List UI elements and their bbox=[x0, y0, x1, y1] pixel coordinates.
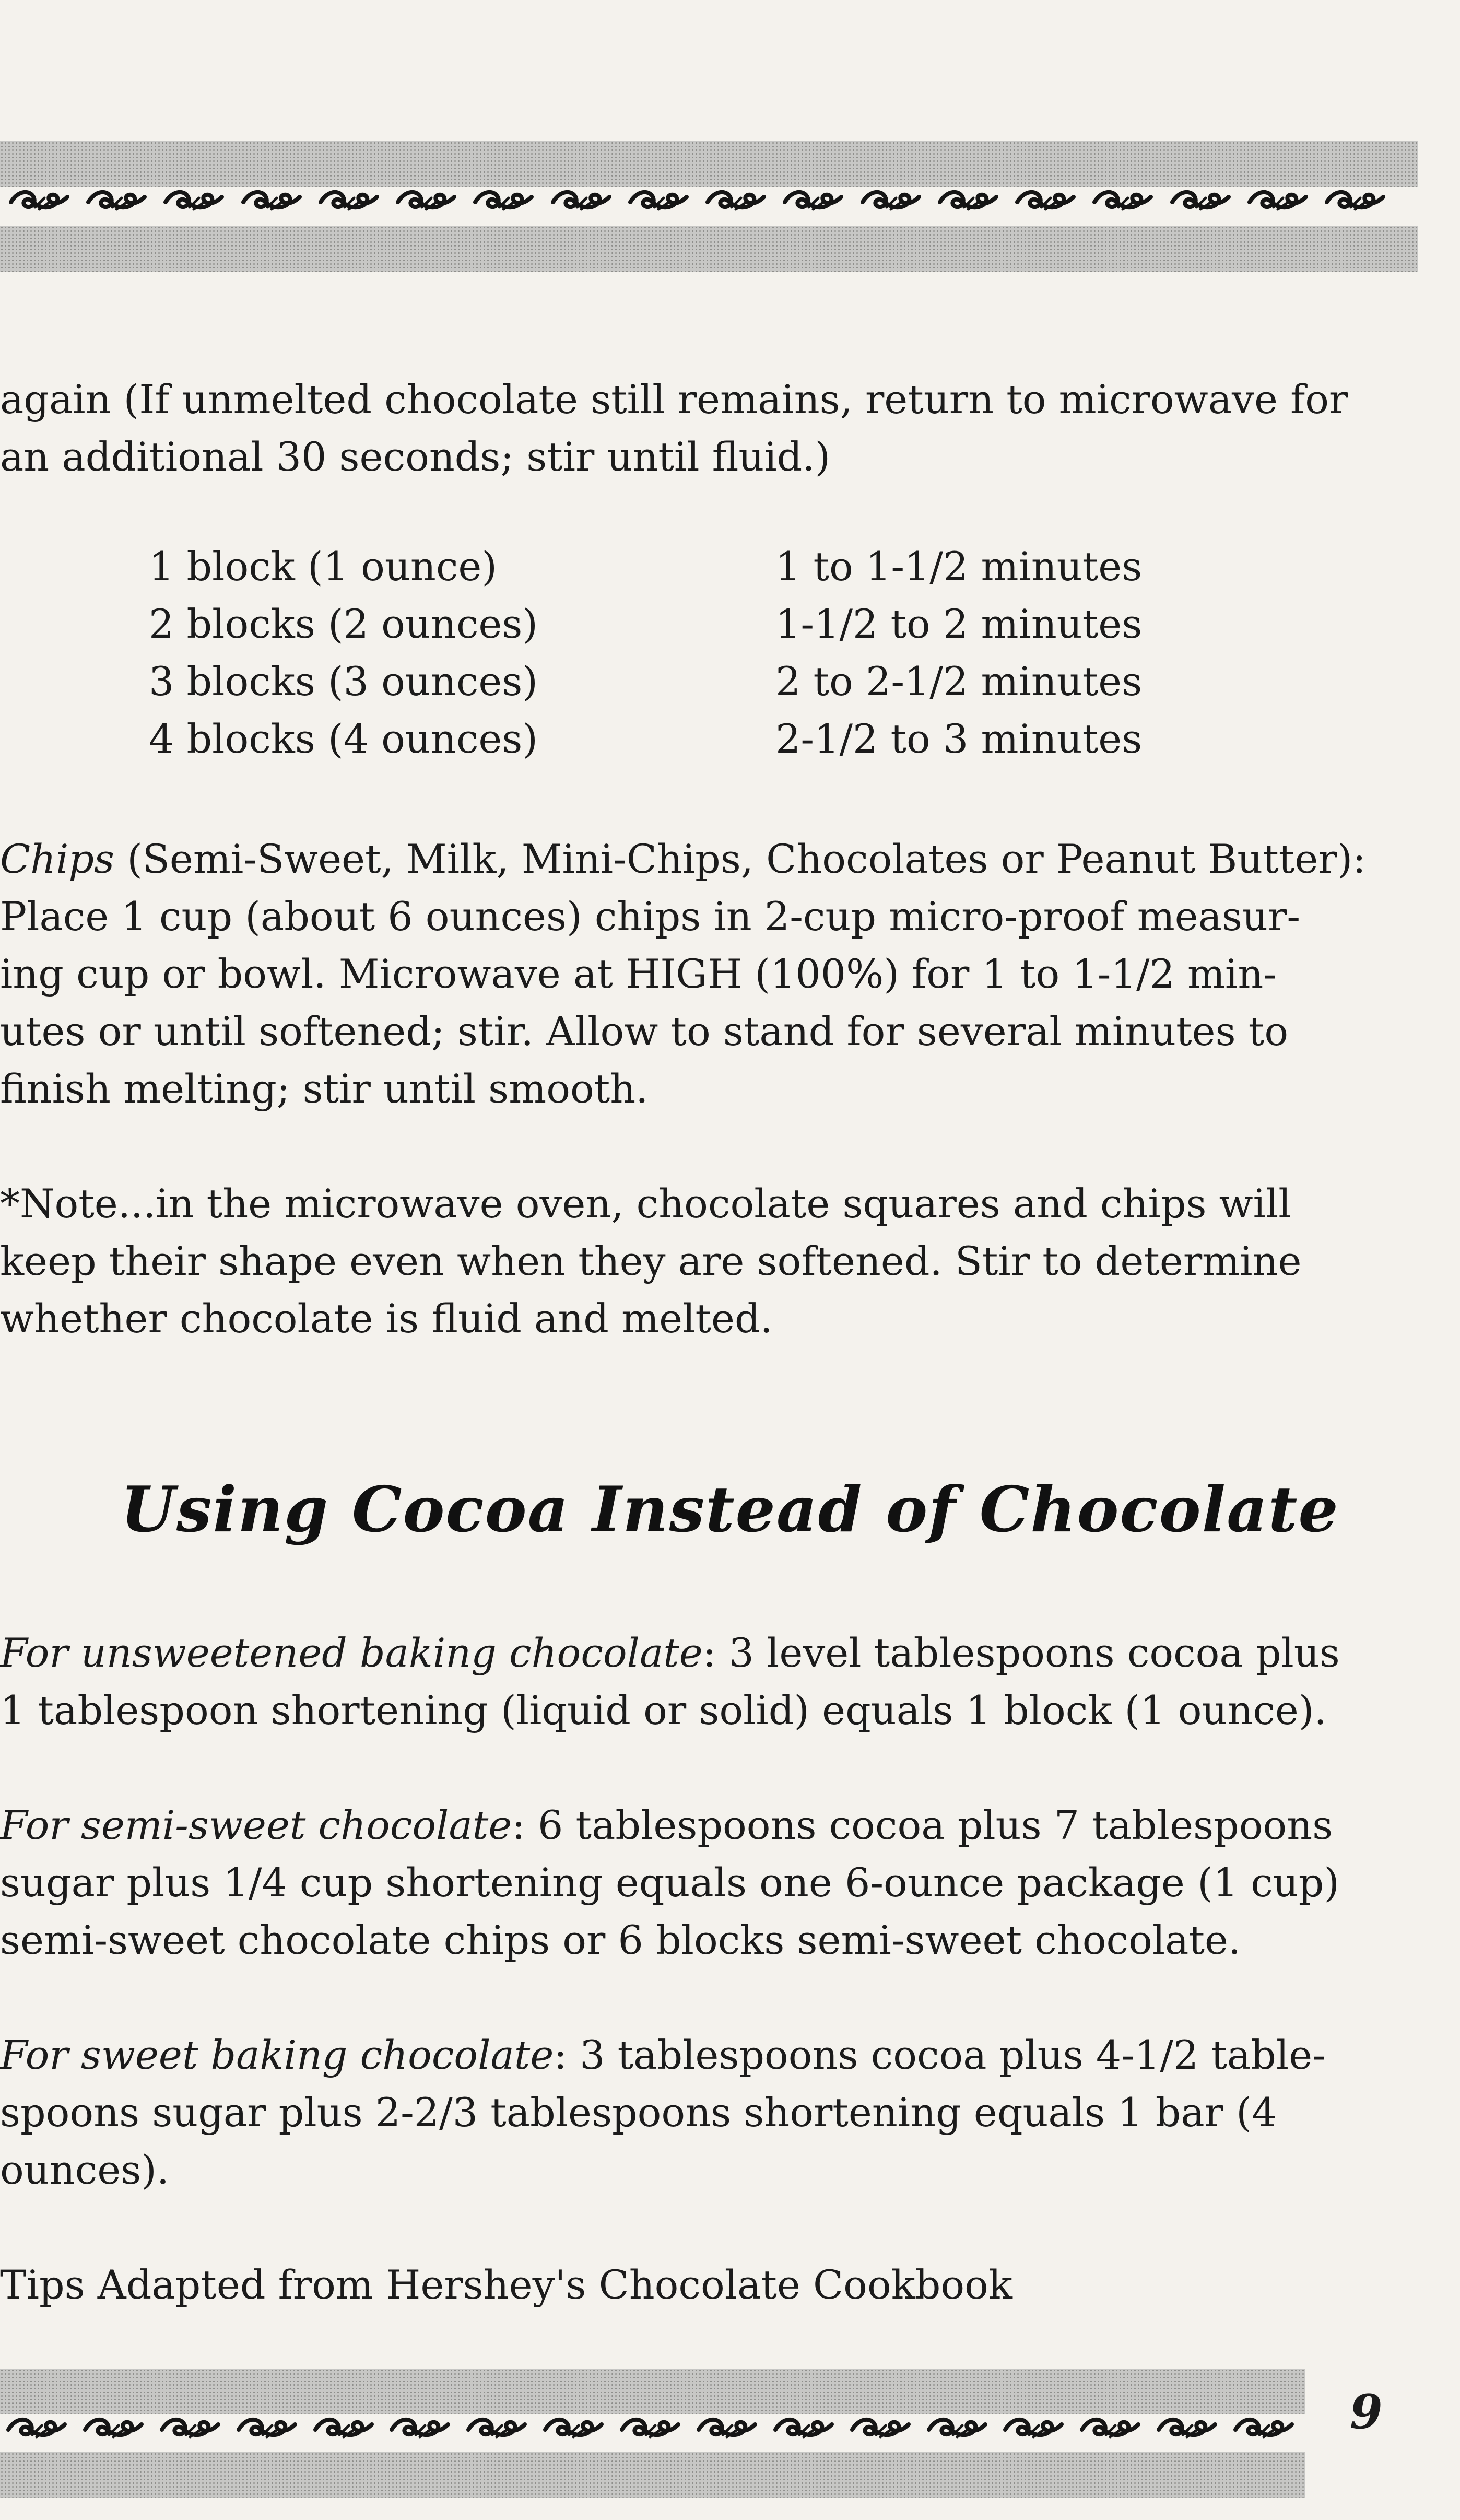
vine-ornament-icon bbox=[782, 186, 844, 216]
vine-ornament-icon bbox=[240, 186, 303, 216]
vine-ornament-icon bbox=[704, 186, 767, 216]
vine-ornament-icon bbox=[627, 186, 690, 216]
vine-ornament-icon bbox=[1002, 2414, 1065, 2443]
vine-ornament-icon bbox=[619, 2414, 681, 2443]
sweet-paragraph bbox=[0, 2026, 1326, 2199]
semisweet-paragraph bbox=[0, 1797, 1339, 1969]
amount-cell: 1 block (1 ounce) bbox=[149, 543, 498, 590]
sweet-label: For sweet baking chocolate bbox=[0, 2032, 554, 2078]
vine-ornament-icon bbox=[162, 186, 225, 216]
section-heading: Using Cocoa Instead of Chocolate bbox=[121, 1473, 1339, 1546]
top-border-band-upper bbox=[0, 141, 1418, 187]
amount-cell: 2 blocks (2 ounces) bbox=[149, 601, 538, 647]
paragraph-line: utes or until softened; stir. Allow to stand for several minutes to bbox=[0, 1008, 1289, 1054]
vine-ornament-icon bbox=[8, 186, 70, 216]
paragraph-line: finish melting; stir until smooth. bbox=[0, 1065, 649, 1112]
note-paragraph bbox=[0, 1175, 1301, 1347]
bottom-border-band-lower bbox=[0, 2452, 1305, 2498]
vine-ornament-icon bbox=[1156, 2414, 1218, 2443]
paragraph-line: (Semi-Sweet, Milk, Mini-Chips, Chocolates or Peanut Butter): bbox=[114, 836, 1366, 882]
vine-ornament-icon bbox=[772, 2414, 835, 2443]
bottom-ornament-row bbox=[5, 2413, 1295, 2444]
vine-ornament-icon bbox=[159, 2414, 221, 2443]
paragraph-line: spoons sugar plus 2-2/3 tablespoons shortening equals 1 bar (4 bbox=[0, 2089, 1277, 2136]
vine-ornament-icon bbox=[1079, 2414, 1141, 2443]
paragraph-line: : 6 tablespoons cocoa plus 7 tablespoons bbox=[512, 1802, 1333, 1848]
vine-ornament-icon bbox=[472, 186, 535, 216]
paragraph-line: : 3 level tablespoons cocoa plus bbox=[702, 1630, 1340, 1676]
paragraph-line: semi-sweet chocolate chips or 6 blocks semi-sweet chocolate. bbox=[0, 1917, 1241, 1963]
vine-ornament-icon bbox=[1091, 186, 1154, 216]
vine-ornament-icon bbox=[937, 186, 999, 216]
melt-times-table bbox=[149, 538, 1142, 768]
chips-paragraph bbox=[0, 830, 1366, 1118]
paragraph-line: 1 tablespoon shortening (liquid or solid) equals 1 block (1 ounce). bbox=[0, 1687, 1327, 1733]
paragraph-line: : 3 tablespoons cocoa plus 4-1/2 table- bbox=[554, 2032, 1326, 2078]
vine-ornament-icon bbox=[1169, 186, 1232, 216]
time-cell: 2-1/2 to 3 minutes bbox=[775, 716, 1143, 762]
source-credit: Tips Adapted from Hershey's Chocolate Cookbook bbox=[0, 2261, 1012, 2308]
vine-ornament-icon bbox=[236, 2414, 298, 2443]
vine-ornament-icon bbox=[5, 2414, 68, 2443]
vine-ornament-icon bbox=[395, 186, 457, 216]
chips-label: Chips bbox=[0, 836, 115, 882]
vine-ornament-icon bbox=[82, 2414, 145, 2443]
vine-ornament-icon bbox=[1014, 186, 1077, 216]
paragraph-line: ing cup or bowl. Microwave at HIGH (100%) for 1 to 1-1/2 min- bbox=[0, 951, 1277, 997]
amount-cell: 3 blocks (3 ounces) bbox=[149, 658, 538, 705]
time-cell: 2 to 2-1/2 minutes bbox=[775, 658, 1143, 705]
vine-ornament-icon bbox=[849, 2414, 912, 2443]
paragraph-line: again (If unmelted chocolate still remains, return to microwave for bbox=[0, 376, 1348, 423]
paragraph-line: *Note...in the microwave oven, chocolate squares and chips will bbox=[0, 1180, 1291, 1227]
vine-ornament-icon bbox=[1324, 186, 1386, 216]
paragraph-top bbox=[0, 371, 1348, 486]
time-cell: 1-1/2 to 2 minutes bbox=[775, 601, 1143, 647]
semisweet-label: For semi-sweet chocolate bbox=[0, 1802, 512, 1848]
vine-ornament-icon bbox=[542, 2414, 605, 2443]
page-number: 9 bbox=[1350, 2384, 1383, 2440]
unsweetened-label: For unsweetened baking chocolate bbox=[0, 1630, 703, 1676]
paragraph-line: an additional 30 seconds; stir until fluid.) bbox=[0, 433, 831, 480]
paragraph-line: keep their shape even when they are softened. Stir to determine bbox=[0, 1238, 1302, 1284]
vine-ornament-icon bbox=[85, 186, 148, 216]
unsweetened-paragraph bbox=[0, 1624, 1340, 1739]
vine-ornament-icon bbox=[388, 2414, 451, 2443]
vine-ornament-icon bbox=[1232, 2414, 1295, 2443]
vine-ornament-icon bbox=[317, 186, 380, 216]
vine-ornament-icon bbox=[550, 186, 613, 216]
top-border-band-lower bbox=[0, 226, 1418, 272]
paragraph-line: Place 1 cup (about 6 ounces) chips in 2-cup micro-proof measur- bbox=[0, 893, 1301, 940]
vine-ornament-icon bbox=[1246, 186, 1309, 216]
paragraph-line: sugar plus 1/4 cup shortening equals one 6-ounce package (1 cup) bbox=[0, 1859, 1340, 1906]
vine-ornament-icon bbox=[859, 186, 922, 216]
vine-ornament-icon bbox=[465, 2414, 528, 2443]
top-ornament-row bbox=[8, 185, 1386, 217]
vine-ornament-icon bbox=[926, 2414, 988, 2443]
paragraph-line: ounces). bbox=[0, 2147, 170, 2193]
paragraph-line: whether chocolate is fluid and melted. bbox=[0, 1295, 773, 1342]
bottom-border-band-upper bbox=[0, 2369, 1305, 2414]
time-cell: 1 to 1-1/2 minutes bbox=[775, 543, 1143, 590]
vine-ornament-icon bbox=[312, 2414, 375, 2443]
amount-cell: 4 blocks (4 ounces) bbox=[149, 716, 538, 762]
vine-ornament-icon bbox=[696, 2414, 758, 2443]
